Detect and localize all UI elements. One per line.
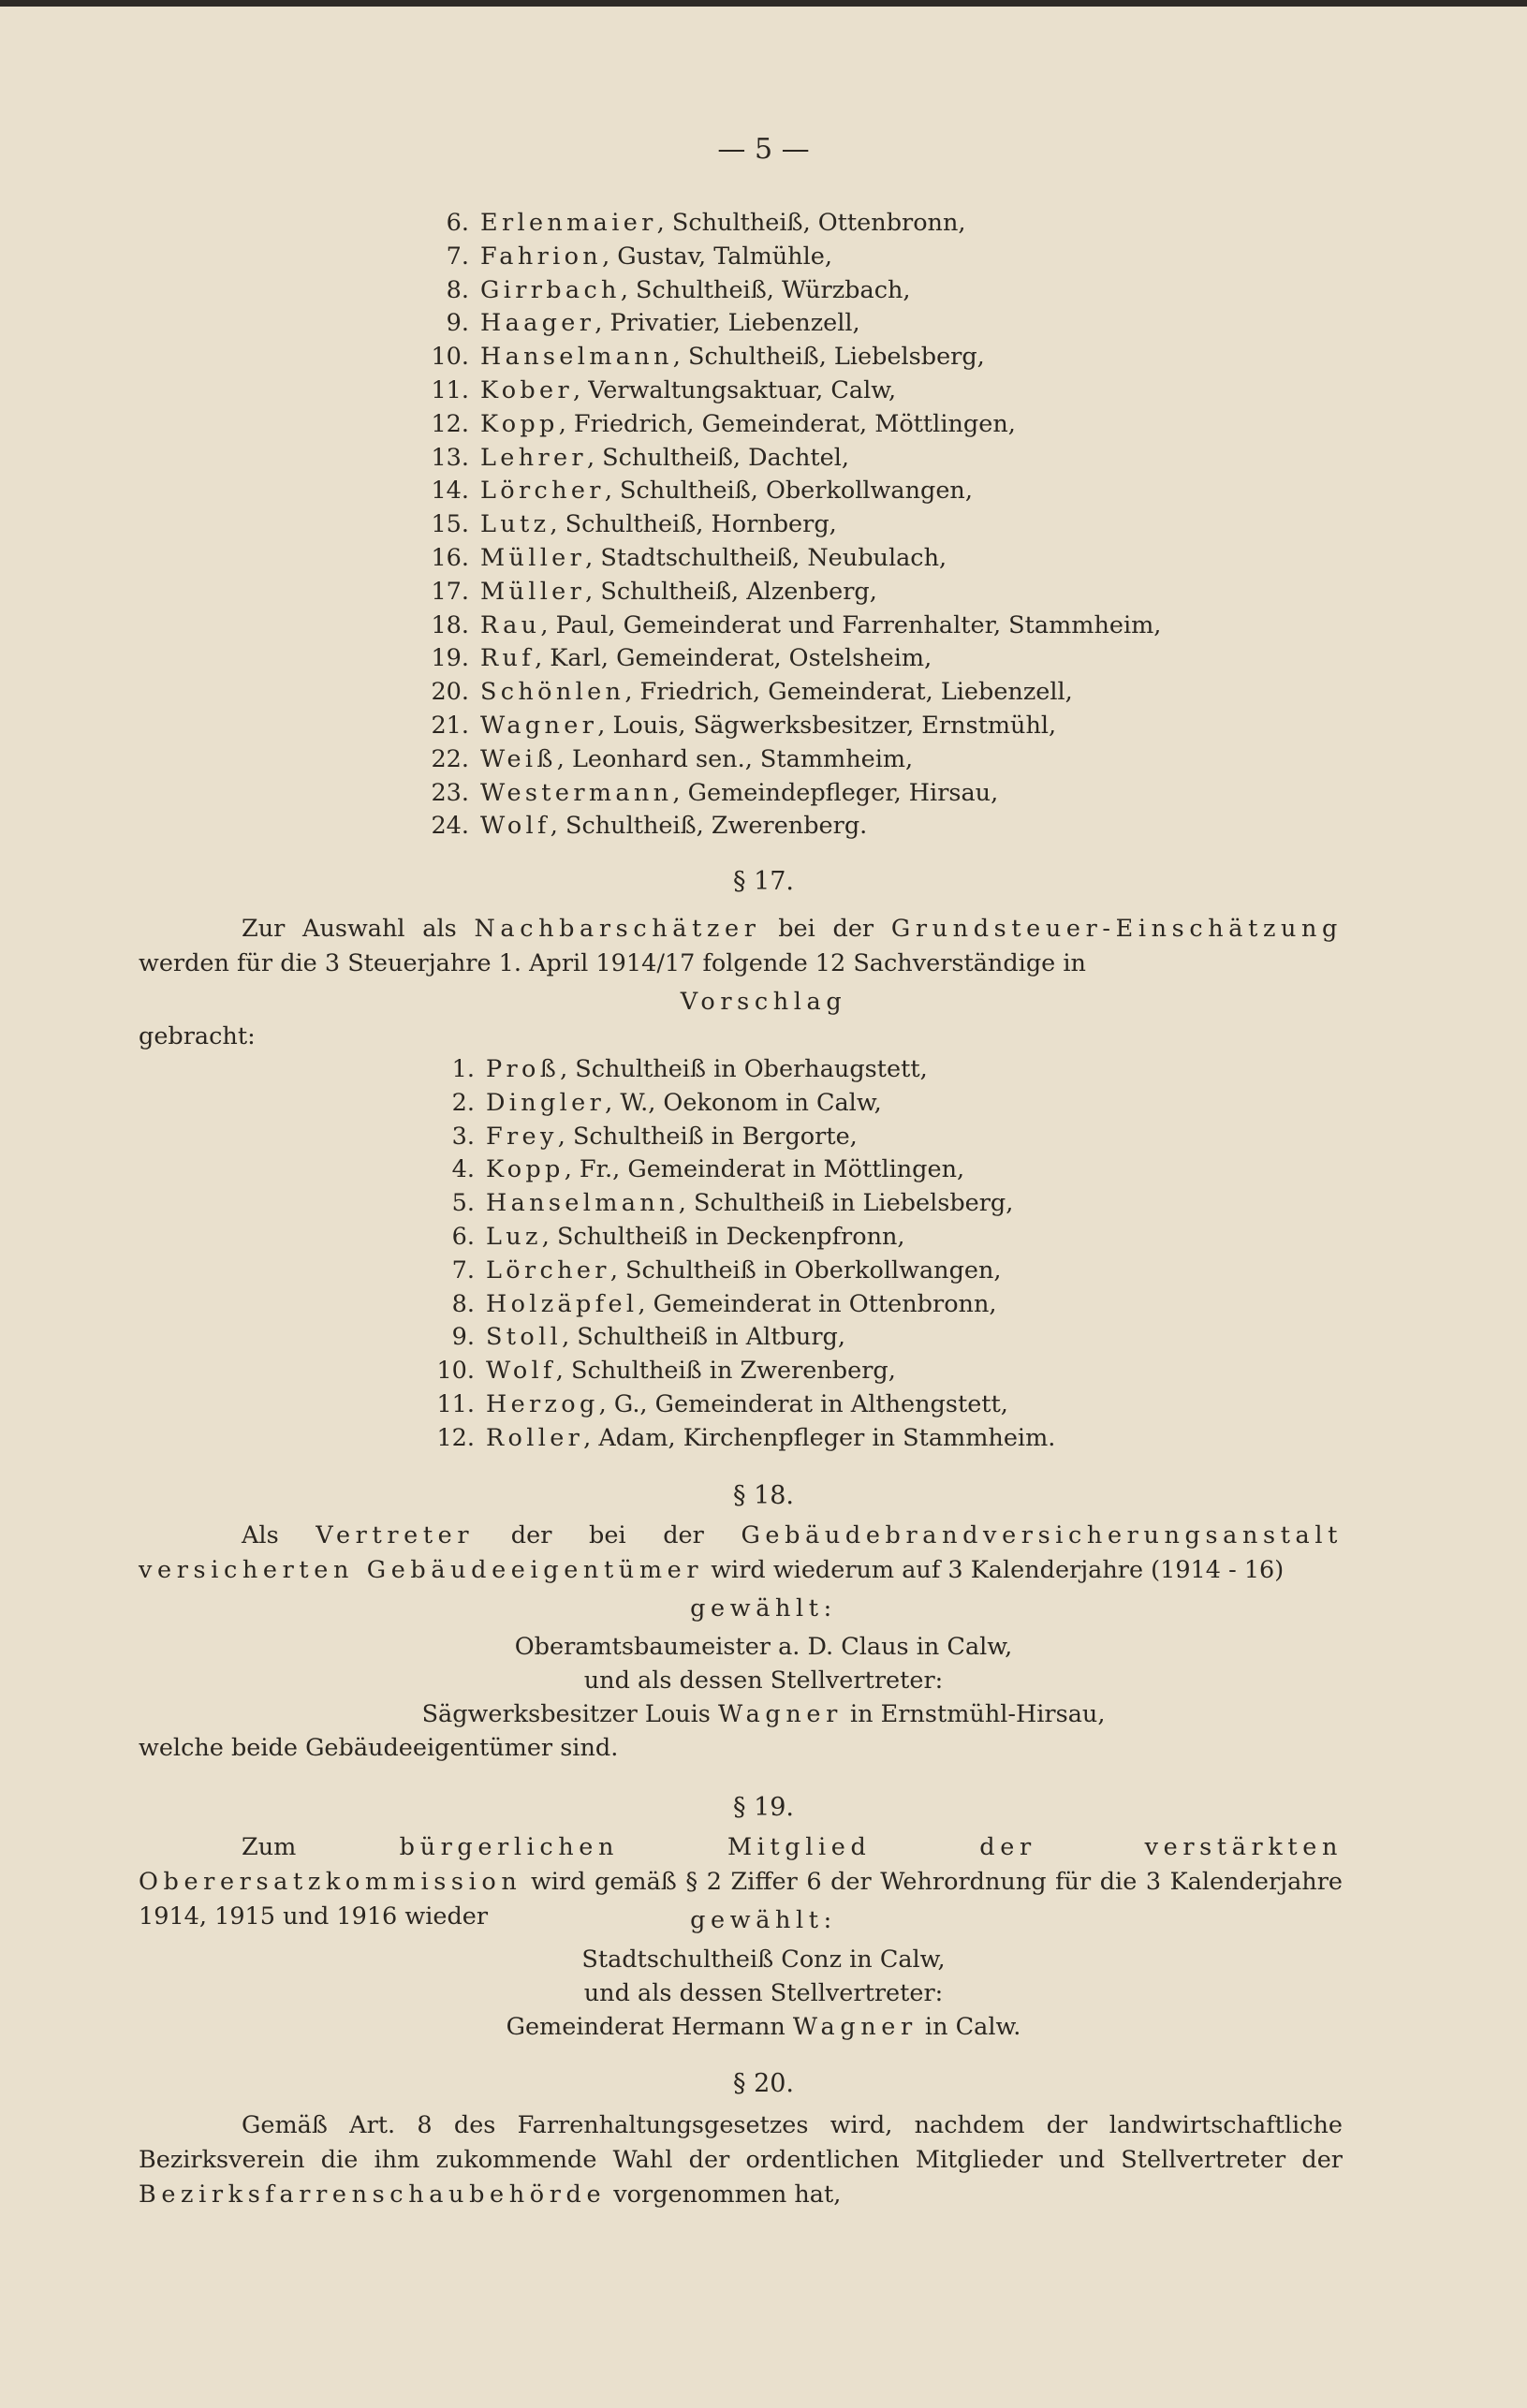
person-surname: Ruf	[480, 644, 536, 673]
section-17-title: § 17.	[732, 867, 795, 896]
person-details: , Schultheiß in Oberhaugstett,	[560, 1055, 928, 1083]
member-list-item	[407, 710, 1161, 743]
list-number: 5.	[451, 1189, 475, 1218]
member-list-item	[407, 408, 1161, 442]
list-number: 9.	[446, 309, 469, 338]
person-details: , Stadtschultheiß, Neubulach,	[585, 543, 947, 572]
person-surname: Luz	[486, 1222, 542, 1251]
list-number: 1.	[451, 1055, 475, 1083]
list-number: 10.	[431, 343, 469, 372]
person-surname: Wolf	[486, 1357, 556, 1386]
list-number: 17.	[431, 577, 469, 606]
expert-list-item	[413, 1255, 1055, 1288]
list-number: 9.	[451, 1323, 475, 1352]
page-number: — 5 —	[717, 133, 810, 166]
person-details: , Fr., Gemeinderat in Möttlingen,	[564, 1155, 965, 1184]
person-surname: Müller	[480, 577, 586, 606]
person-details: , Gemeindepfleger, Hirsau,	[672, 778, 999, 807]
person-surname: Holzäpfel	[486, 1289, 639, 1318]
person-surname: Dingler	[486, 1088, 606, 1117]
member-list-item	[407, 642, 1161, 676]
experts-list	[413, 1053, 1055, 1456]
section-18-gewaehlt: gewählt:	[690, 1594, 837, 1622]
person-details: , W., Oekonom in Calw,	[605, 1088, 882, 1117]
person-details: , Louis, Sägwerksbesitzer, Ernstmühl,	[597, 711, 1057, 740]
section-19-deputy-label: und als dessen Stellvertreter:	[583, 1979, 944, 2007]
person-surname: Rau	[480, 610, 541, 639]
person-surname: Fahrion	[480, 242, 603, 271]
person-surname: Stoll	[486, 1323, 563, 1352]
person-details: , Friedrich, Gemeinderat, Möttlingen,	[558, 409, 1016, 438]
person-details: , Schultheiß in Altburg,	[562, 1323, 845, 1352]
person-details: , Gustav, Talmühle,	[602, 242, 832, 271]
list-number: 19.	[431, 644, 469, 673]
person-surname: Wolf	[480, 812, 551, 841]
member-list-item	[407, 609, 1161, 643]
person-details: , Schultheiß, Zwerenberg.	[550, 812, 868, 841]
person-details: , Privatier, Liebenzell,	[595, 309, 860, 338]
list-number: 8.	[446, 275, 469, 304]
member-list-item	[407, 743, 1161, 777]
list-number: 4.	[451, 1155, 475, 1184]
section-19-title: § 19.	[732, 1793, 795, 1822]
section-18-deputy-label: und als dessen Stellvertreter:	[583, 1667, 944, 1695]
section-20-title: § 20.	[732, 2069, 795, 2098]
expert-list-item	[413, 1388, 1055, 1422]
member-list-item	[407, 274, 1161, 308]
list-number: 2.	[451, 1088, 475, 1117]
section-18-title: § 18.	[732, 1481, 795, 1510]
section-18-deputy: Sägwerksbesitzer Louis Wagner in Ernstmühl-Hirsau,	[421, 1700, 1106, 1728]
person-details: , Schultheiß, Alzenberg,	[585, 577, 877, 606]
person-details: , Schultheiß, Würzbach,	[620, 275, 911, 304]
expert-list-item	[413, 1422, 1055, 1456]
section-18-elected: Oberamtsbaumeister a. D. Claus in Calw,	[514, 1633, 1013, 1661]
person-details: , Paul, Gemeinderat und Farrenhalter, Stammheim,	[540, 610, 1162, 639]
section-18-closing: welche beide Gebäudeeigentümer sind.	[139, 1734, 619, 1762]
member-list	[407, 207, 1161, 844]
member-list-item	[407, 442, 1161, 476]
person-details: , Verwaltungsaktuar, Calw,	[573, 375, 897, 404]
person-details: , Gemeinderat in Ottenbronn,	[638, 1289, 997, 1318]
person-details: , Schultheiß, Dachtel,	[586, 443, 850, 472]
person-details: , Schultheiß in Zwerenberg,	[555, 1357, 896, 1386]
person-surname: Westermann	[480, 778, 673, 807]
list-number: 21.	[431, 711, 469, 740]
member-list-item	[407, 241, 1161, 274]
person-surname: Erlenmaier	[480, 209, 657, 237]
person-surname: Kopp	[486, 1155, 565, 1184]
list-number: 12.	[431, 409, 469, 438]
list-number: 7.	[451, 1255, 475, 1285]
list-number: 7.	[446, 242, 469, 271]
list-number: 23.	[431, 778, 469, 807]
member-list-item	[407, 777, 1161, 811]
person-surname: Müller	[480, 543, 586, 572]
expert-list-item	[413, 1321, 1055, 1355]
person-details: , Karl, Gemeinderat, Ostelsheim,	[535, 644, 932, 673]
expert-list-item	[413, 1288, 1055, 1322]
expert-list-item	[413, 1087, 1055, 1121]
person-details: , Schultheiß in Bergorte,	[557, 1122, 858, 1151]
list-number: 20.	[431, 678, 469, 707]
section-19-gewaehlt: gewählt:	[690, 1906, 837, 1934]
person-details: , Schultheiß in Liebelsberg,	[678, 1189, 1014, 1218]
vorschlag-heading: Vorschlag	[680, 988, 847, 1016]
person-details: , Schultheiß, Oberkollwangen,	[604, 477, 973, 506]
member-list-item	[407, 508, 1161, 542]
list-number: 18.	[431, 610, 469, 639]
person-surname: Schönlen	[480, 678, 625, 707]
section-19-paragraph: Zum bürgerlichen Mitglied der verstärkten Oberersatzkommission wird gemäß § 2 Ziffer 6 der Wehrordnung für die 3 Kalenderjahre 1914, 1915 und 1916 wieder	[139, 1833, 1343, 1931]
member-list-item	[407, 676, 1161, 710]
person-surname: Weiß	[480, 744, 557, 773]
expert-list-item	[413, 1355, 1055, 1388]
person-surname: Kopp	[480, 409, 559, 438]
person-surname: Frey	[486, 1122, 558, 1151]
list-number: 16.	[431, 543, 469, 572]
expert-list-item	[413, 1153, 1055, 1187]
list-number: 6.	[446, 209, 469, 237]
member-list-item	[407, 341, 1161, 374]
person-details: , Schultheiß, Ottenbronn,	[656, 209, 966, 237]
person-surname: Lehrer	[480, 443, 587, 472]
member-list-item	[407, 576, 1161, 609]
person-details: , Friedrich, Gemeinderat, Liebenzell,	[624, 678, 1073, 707]
list-number: 6.	[451, 1222, 475, 1251]
member-list-item	[407, 542, 1161, 576]
section-20-paragraph: Gemäß Art. 8 des Farrenhaltungsgesetzes wird, nachdem der landwirtschaftliche Bezirksverein die ihm zukommende Wahl der ordentlichen Mitglieder und Stellvertreter der Bezirksfarrenschaubehörde vorgenommen hat,	[139, 2111, 1343, 2209]
person-surname: Herzog	[486, 1389, 599, 1418]
person-surname: Haager	[480, 309, 595, 338]
gebracht-label: gebracht:	[139, 1022, 256, 1050]
expert-list-item	[413, 1187, 1055, 1221]
person-surname: Girrbach	[480, 275, 621, 304]
list-number: 14.	[431, 477, 469, 506]
list-number: 15.	[431, 510, 469, 539]
member-list-item	[407, 810, 1161, 844]
person-surname: Lörcher	[480, 477, 605, 506]
expert-list-item	[413, 1121, 1055, 1154]
member-list-item	[407, 475, 1161, 508]
person-surname: Hanselmann	[486, 1189, 679, 1218]
person-surname: Hanselmann	[480, 343, 673, 372]
person-details: , Leonhard sen., Stammheim,	[556, 744, 914, 773]
person-surname: Wagner	[480, 711, 598, 740]
person-surname: Roller	[486, 1423, 584, 1452]
person-surname: Proß	[486, 1055, 561, 1083]
list-number: 13.	[431, 443, 469, 472]
person-surname: Lörcher	[486, 1255, 610, 1285]
list-number: 11.	[431, 375, 469, 404]
person-details: , G., Gemeinderat in Althengstett,	[598, 1389, 1008, 1418]
member-list-item	[407, 207, 1161, 241]
list-number: 3.	[451, 1122, 475, 1151]
section-19-elected: Stadtschultheiß Conz in Calw,	[581, 1945, 946, 1974]
person-details: , Schultheiß in Oberkollwangen,	[609, 1255, 1002, 1285]
list-number: 11.	[436, 1389, 475, 1418]
member-list-item	[407, 374, 1161, 408]
person-details: , Adam, Kirchenpfleger in Stammheim.	[583, 1423, 1056, 1452]
section-19-deputy: Gemeinderat Hermann Wagner in Calw.	[506, 2013, 1021, 2041]
list-number: 24.	[431, 812, 469, 841]
list-number: 22.	[431, 744, 469, 773]
section-18-paragraph: Als Vertreter der bei der Gebäudebrandversicherungsanstalt versicherten Gebäudeeigentümer wird wiederum auf 3 Kalenderjahre (1914 - 16)	[139, 1521, 1343, 1584]
list-number: 10.	[436, 1357, 475, 1386]
list-number: 8.	[451, 1289, 475, 1318]
member-list-item	[407, 307, 1161, 341]
person-surname: Kober	[480, 375, 573, 404]
person-details: , Schultheiß in Deckenpfronn,	[541, 1222, 905, 1251]
expert-list-item	[413, 1053, 1055, 1087]
person-surname: Lutz	[480, 510, 551, 539]
person-details: , Schultheiß, Liebelsberg,	[672, 343, 985, 372]
list-number: 12.	[436, 1423, 475, 1452]
person-details: , Schultheiß, Hornberg,	[550, 510, 837, 539]
expert-list-item	[413, 1221, 1055, 1255]
section-17-paragraph: Zur Auswahl als Nachbarschätzer bei der Grundsteuer-Einschätzung werden für die 3 Steuerjahre 1. April 1914/17 folgende 12 Sachverständige in	[139, 915, 1343, 977]
